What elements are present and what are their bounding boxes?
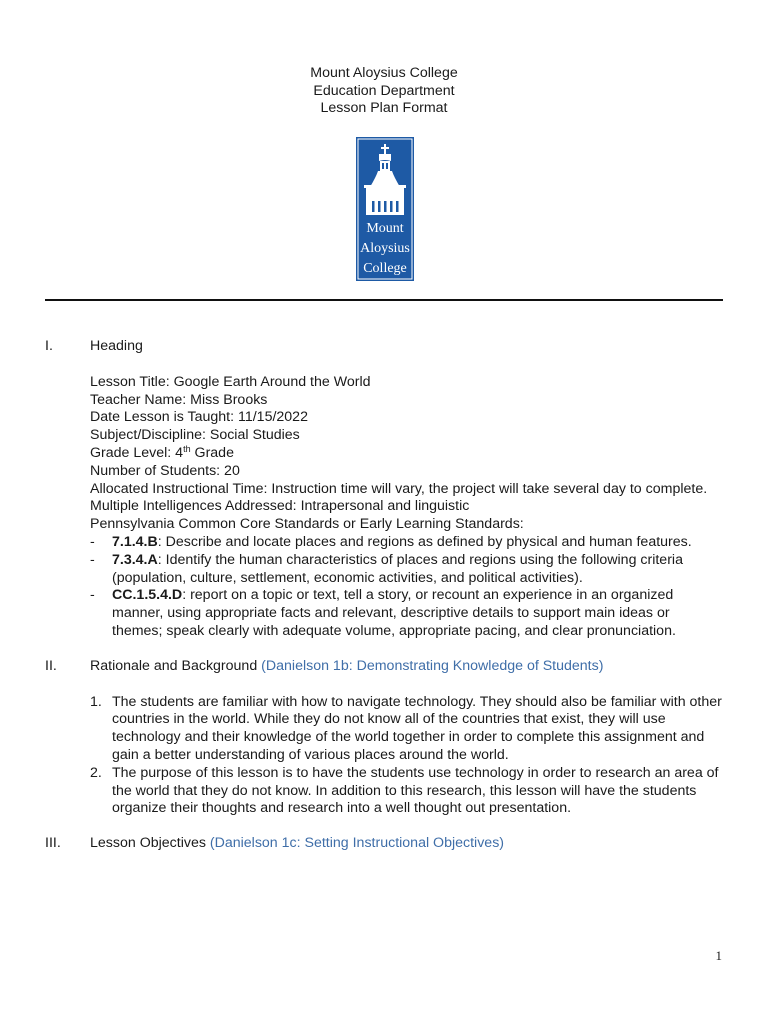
lesson-title: Lesson Title: Google Earth Around the World	[90, 373, 371, 390]
standard-item	[90, 552, 723, 588]
section-number: II.	[45, 657, 57, 674]
grade-level: Grade Level: 4th Grade	[90, 443, 234, 461]
document-header	[0, 65, 768, 118]
item-text: The purpose of this lesson is to have the students use technology in order to research an area of the world that they do not know. In addition to this research, this lesson will have the students organize their thoughts and research into a well thought out presentation.	[112, 764, 719, 817]
standard-code: 7.1.4.B	[112, 533, 158, 550]
danielson-reference: (Danielson 1c: Setting Instructional Objectives)	[209, 835, 505, 852]
section-objectives	[45, 835, 723, 853]
standard-item	[90, 534, 723, 552]
list-dash: -	[90, 587, 95, 604]
document-type: Lesson Plan Format	[320, 100, 448, 116]
page-number: 1	[715, 948, 722, 963]
student-count: Number of Students: 20	[90, 462, 240, 479]
teacher-name: Teacher Name: Miss Brooks	[90, 391, 268, 408]
svg-text:College: College	[363, 261, 407, 276]
list-dash: -	[90, 551, 95, 568]
department-name: Education Department	[313, 82, 455, 99]
section-number: I.	[45, 338, 53, 354]
section-title: Heading	[90, 338, 143, 354]
numbered-item	[90, 765, 723, 818]
section-title	[90, 658, 723, 676]
college-logo-image	[356, 137, 414, 281]
svg-text:Aloysius: Aloysius	[360, 241, 410, 256]
section-number: III.	[45, 835, 61, 852]
item-text: The students are familiar with how to navigate technology. They should also be familiar with other countries in the world. While they do not know all of the countries that exist, they will use technology and their knowledge of the world together in order to complete this assignment and gain a better understanding of various places around the world.	[112, 693, 722, 763]
instructional-time: Allocated Instructional Time: Instruction time will vary, the project will take several day to complete.	[90, 480, 708, 497]
college-logo	[356, 137, 414, 281]
section-title	[90, 835, 723, 853]
section-rationale	[45, 658, 723, 818]
standard-text: : report on a topic or text, tell a story, or recount an experience in an organized manner, using appropriate facts and relevant, descriptive details to support main ideas or themes; speak clearly with adequate volume, appropriate pacing, and clear pronunciation.	[112, 587, 676, 639]
standard-text: : Identify the human characteristics of places and regions using the following criteria (population, culture, settlement, economic activities, and political activities).	[112, 551, 683, 586]
item-number: 1.	[90, 693, 102, 710]
college-name: Mount Aloysius College	[310, 65, 458, 81]
standard-code: 7.3.4.A	[112, 551, 158, 568]
standard-code: CC.1.5.4.D	[112, 587, 183, 604]
standard-text: : Describe and locate places and regions as defined by physical and human features.	[157, 533, 692, 550]
standard-item	[90, 587, 723, 640]
document-body	[45, 338, 723, 853]
header-divider	[45, 299, 723, 301]
section-heading	[45, 338, 723, 534]
item-number: 2.	[90, 764, 102, 781]
standards-intro: Pennsylvania Common Core Standards or Early Learning Standards:	[90, 516, 524, 533]
lesson-date: Date Lesson is Taught: 11/15/2022	[90, 409, 308, 426]
subject: Subject/Discipline: Social Studies	[90, 427, 300, 444]
list-dash: -	[90, 533, 95, 550]
numbered-item	[90, 694, 723, 765]
svg-text:Mount: Mount	[366, 221, 404, 236]
danielson-reference: (Danielson 1b: Demonstrating Knowledge of Students)	[261, 657, 604, 674]
section-title-text: Lesson Objectives	[90, 835, 210, 852]
intelligences: Multiple Intelligences Addressed: Intrapersonal and linguistic	[90, 498, 470, 515]
standards-list	[45, 534, 723, 641]
section-title-text: Rationale and Background	[90, 657, 262, 674]
